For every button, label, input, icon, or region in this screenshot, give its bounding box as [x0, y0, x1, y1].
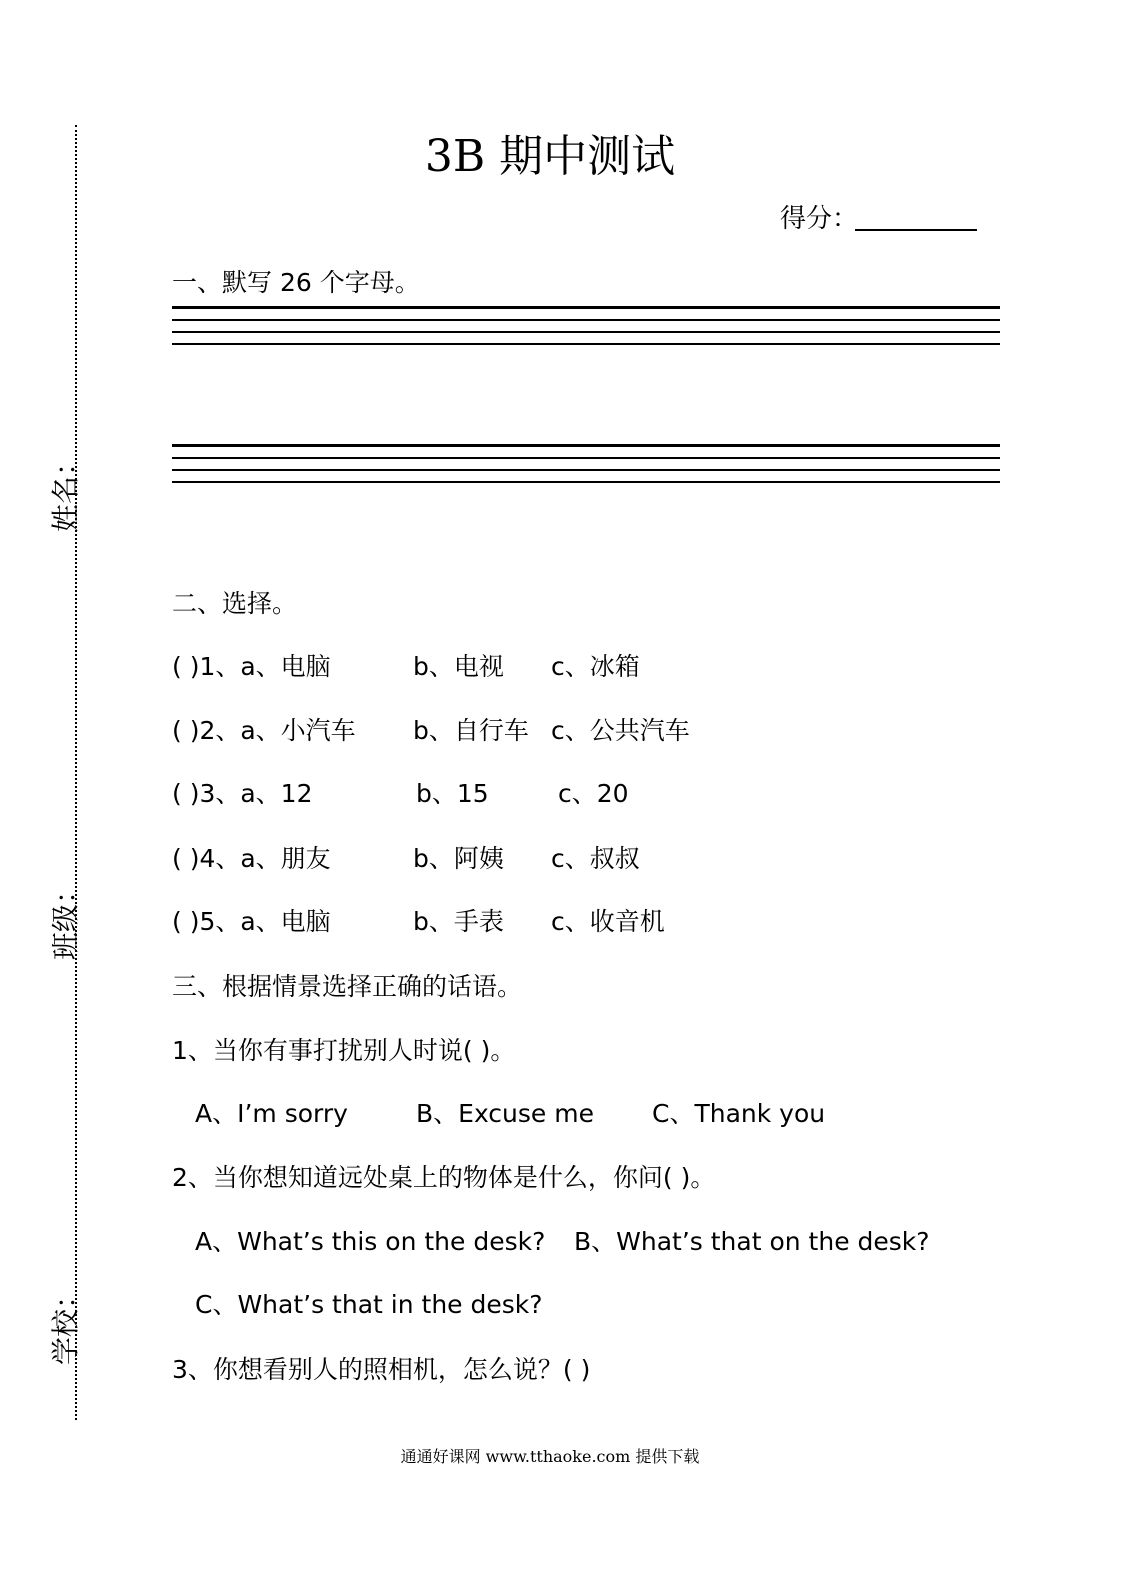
choice-item-5: ( )5、a、电脑 — [172, 907, 331, 936]
question-2-option-a: A、What’s this on the desk? — [195, 1227, 546, 1256]
score-label: 得分： — [780, 204, 859, 234]
writing-stave[interactable] — [172, 306, 1000, 346]
choice-item-4-option-b: b、阿姨 — [413, 844, 504, 873]
section2-heading: 二、选择。 — [172, 589, 298, 618]
choice-item-1-option-b: b、电视 — [413, 652, 504, 681]
choice-item-1: ( )1、a、电脑 — [172, 652, 331, 681]
page-title: 3B 期中测试 — [424, 131, 676, 182]
question-2-option-c: C、What’s that in the desk? — [195, 1290, 543, 1319]
choice-item-2-option-c: c、公共汽车 — [551, 716, 690, 745]
footer-source-text: 通通好课网 www.tthaoke.com 提供下载 — [400, 1447, 700, 1466]
choice-item-3-option-c: c、20 — [558, 779, 629, 808]
section1-heading: 一、默写 26 个字母。 — [172, 268, 420, 297]
binding-margin-dotted-line — [75, 125, 77, 1420]
choice-item-2-option-b: b、自行车 — [413, 716, 529, 745]
choice-item-4: ( )4、a、朋友 — [172, 844, 331, 873]
writing-stave[interactable] — [172, 444, 1000, 484]
choice-item-1-option-c: c、冰箱 — [551, 652, 640, 681]
choice-item-5-option-b: b、手表 — [413, 907, 504, 936]
section3-heading: 三、根据情景选择正确的话语。 — [172, 972, 523, 1001]
question-2-option-b: B、What’s that on the desk? — [574, 1227, 930, 1256]
choice-item-5-option-c: c、收音机 — [551, 907, 665, 936]
score-blank-line[interactable] — [855, 229, 977, 231]
choice-item-3-option-b: b、15 — [416, 779, 489, 808]
name-field-label: 姓名： — [49, 447, 82, 532]
question-1-option-b: B、Excuse me — [416, 1099, 594, 1128]
question-1-option-a: A、I’m sorry — [195, 1099, 348, 1128]
question-1-option-c: C、Thank you — [652, 1099, 826, 1128]
choice-item-3: ( )3、a、12 — [172, 779, 313, 808]
school-field-label: 学校： — [49, 1280, 82, 1365]
question-2: 2、当你想知道远处桌上的物体是什么，你问( )。 — [172, 1163, 716, 1192]
question-3: 3、你想看别人的照相机，怎么说？( ) — [172, 1355, 591, 1384]
question-1: 1、当你有事打扰别人时说( )。 — [172, 1036, 516, 1065]
choice-item-4-option-c: c、叔叔 — [551, 844, 640, 873]
class-field-label: 班级： — [49, 875, 82, 960]
choice-item-2: ( )2、a、小汽车 — [172, 716, 356, 745]
